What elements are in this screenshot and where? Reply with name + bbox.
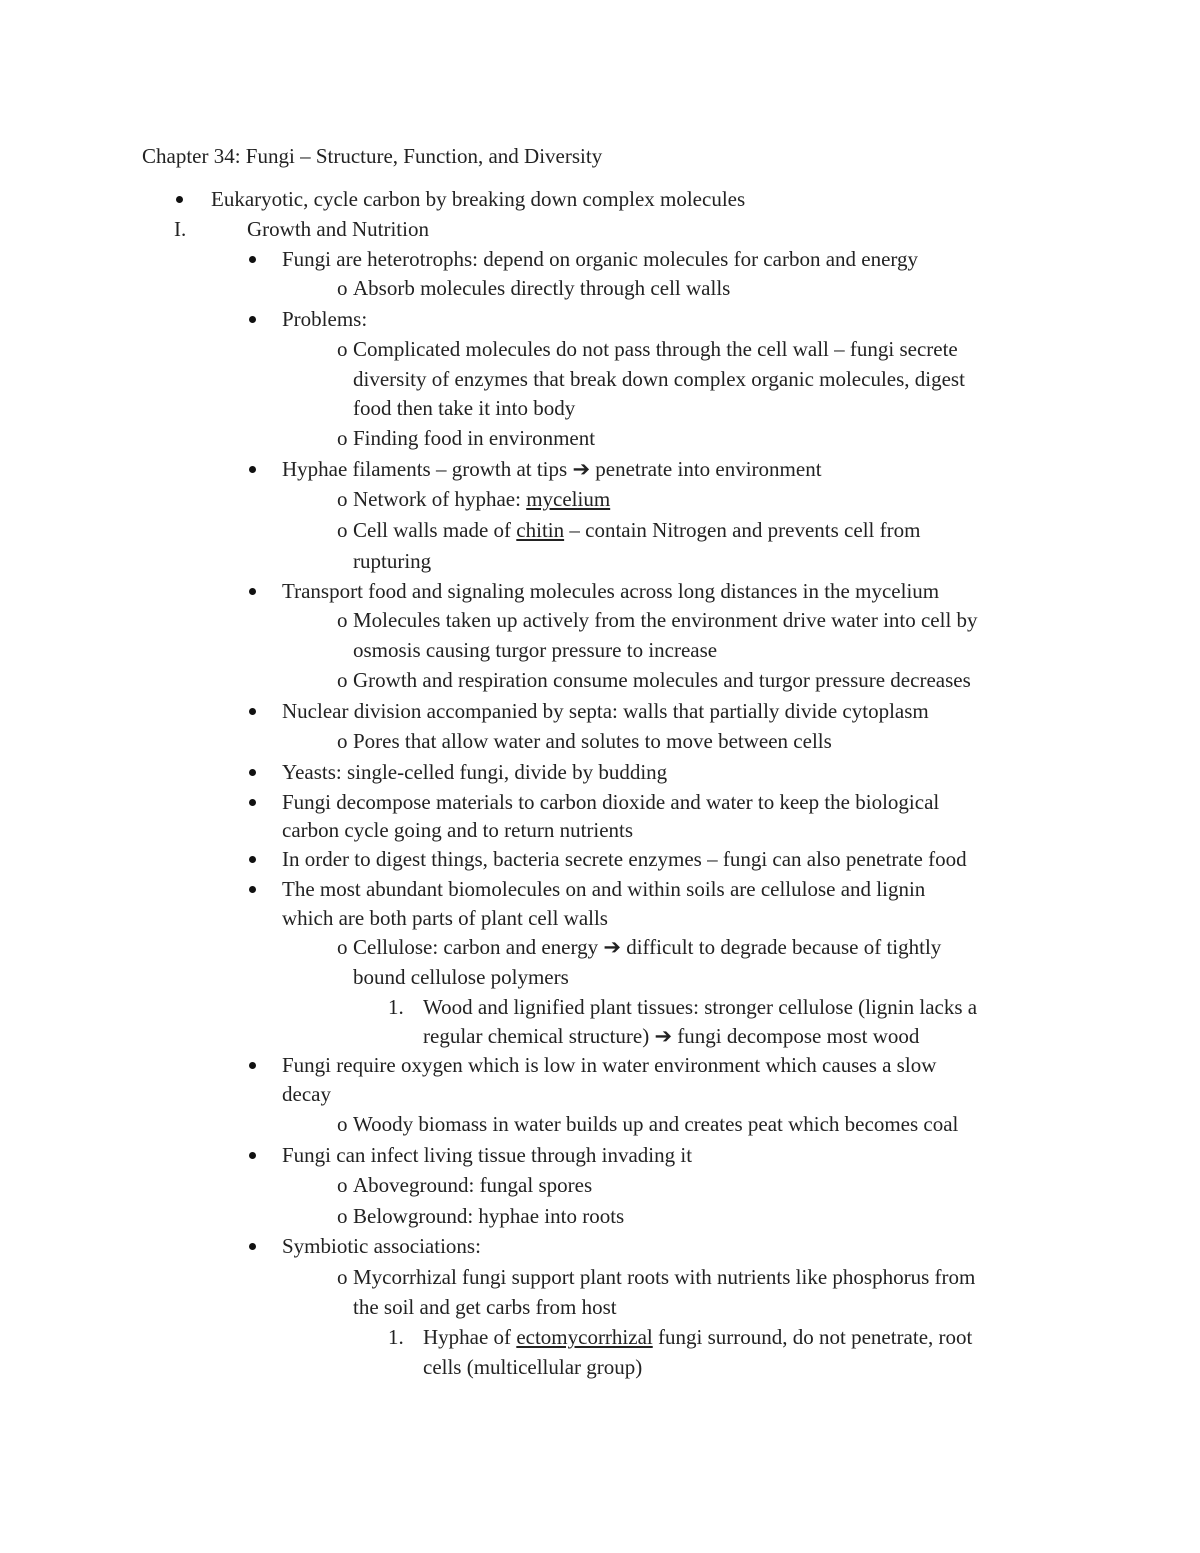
sub-bullet-marker: o [337,668,348,692]
underlined-term-mycelium: mycelium [526,487,611,511]
sub-bullet-marker: o [337,1173,348,1197]
bullet-text: Transport food and signaling molecules across long distances in the mycelium [282,579,940,603]
sub-bullet-text-continued: food then take it into body [353,396,576,420]
sub-bullet-text: Aboveground: fungal spores [353,1173,593,1197]
bullet-dot [176,196,183,203]
intro-bullet-text: Eukaryotic, cycle carbon by breaking down complex molecules [211,187,746,211]
bullet-dot [249,1062,256,1069]
numbered-item-marker: 1. [388,1325,404,1349]
section-number: I. [174,217,187,241]
sub-bullet-text: Growth and respiration consume molecules and turgor pressure decreases [353,668,971,692]
sub-bullet-marker: o [337,935,348,959]
sub-bullet-text: Cellulose: carbon and energy ➔ difficult to degrade because of tightly [353,935,942,959]
bullet-dot [249,256,256,263]
numbered-item-text-continued: regular chemical structure) ➔ fungi decompose most wood [423,1024,920,1048]
sub-bullet-text: Molecules taken up actively from the environment drive water into cell by [353,608,978,632]
numbered-item-marker: 1. [388,995,404,1019]
bullet-dot [249,316,256,323]
bullet-dot [249,588,256,595]
sub-bullet-marker: o [337,518,348,542]
sub-bullet-marker: o [337,487,348,511]
bullet-dot [249,886,256,893]
text-run: fungi surround, do not penetrate, root [652,1325,973,1349]
bullet-dot [249,708,256,715]
sub-bullet-marker: o [337,608,348,632]
bullet-text-continued: which are both parts of plant cell walls [282,906,608,930]
sub-bullet-text-continued: the soil and get carbs from host [353,1295,617,1319]
underlined-term-ectomycorrhizal: ectomycorrhizal [516,1325,653,1349]
sub-bullet-marker: o [337,1112,348,1136]
chapter-title: Chapter 34: Fungi – Structure, Function, and Diversity [142,144,603,168]
bullet-text: Fungi can infect living tissue through invading it [282,1143,693,1167]
numbered-item-text-continued: cells (multicellular group) [423,1355,643,1379]
text-run: Cell walls made of [353,518,517,542]
underlined-term-chitin: chitin [516,518,565,542]
bullet-text: Symbiotic associations: [282,1234,481,1258]
sub-bullet-text [353,489,610,510]
sub-bullet-marker: o [337,1204,348,1228]
bullet-dot [249,799,256,806]
sub-bullet-marker: o [337,1265,348,1289]
bullet-text: Yeasts: single-celled fungi, divide by budding [282,760,668,784]
sub-bullet-text: Woody biomass in water builds up and creates peat which becomes coal [353,1112,959,1136]
bullet-dot [249,856,256,863]
text-run: – contain Nitrogen and prevents cell from [564,518,921,542]
bullet-dot [249,1152,256,1159]
sub-bullet-text-continued: diversity of enzymes that break down complex organic molecules, digest [353,367,965,391]
sub-bullet-text: Pores that allow water and solutes to move between cells [353,729,832,753]
bullet-text: Fungi decompose materials to carbon dioxide and water to keep the biological [282,790,940,814]
sub-bullet-text: Mycorrhizal fungi support plant roots with nutrients like phosphorus from [353,1265,976,1289]
sub-bullet-marker: o [337,729,348,753]
bullet-text: Fungi require oxygen which is low in water environment which causes a slow [282,1053,937,1077]
text-run: Network of hyphae: [353,487,527,511]
sub-bullet-text: Complicated molecules do not pass through the cell wall – fungi secrete [353,337,958,361]
sub-bullet-text [353,520,920,541]
sub-bullet-text: Absorb molecules directly through cell walls [353,276,731,300]
text-run: Hyphae of [423,1325,517,1349]
bullet-text-continued: decay [282,1082,331,1106]
numbered-item-text: Wood and lignified plant tissues: stronger cellulose (lignin lacks a [423,995,978,1019]
bullet-dot [249,466,256,473]
sub-bullet-marker: o [337,276,348,300]
bullet-text: Nuclear division accompanied by septa: walls that partially divide cytoplasm [282,699,929,723]
bullet-text-continued: carbon cycle going and to return nutrients [282,818,634,842]
sub-bullet-marker: o [337,426,348,450]
bullet-dot [249,769,256,776]
sub-bullet-text-continued: osmosis causing turgor pressure to increase [353,638,718,662]
bullet-text: The most abundant biomolecules on and within soils are cellulose and lignin [282,877,926,901]
sub-bullet-marker: o [337,337,348,361]
sub-bullet-text-continued: rupturing [353,549,432,573]
section-heading: Growth and Nutrition [247,217,429,241]
bullet-text: Fungi are heterotrophs: depend on organic molecules for carbon and energy [282,247,919,271]
bullet-dot [249,1243,256,1250]
bullet-text: In order to digest things, bacteria secrete enzymes – fungi can also penetrate food [282,847,967,871]
sub-bullet-text: Belowground: hyphae into roots [353,1204,625,1228]
numbered-item-text [423,1327,972,1348]
sub-bullet-text-continued: bound cellulose polymers [353,965,569,989]
sub-bullet-text: Finding food in environment [353,426,596,450]
bullet-text: Hyphae filaments – growth at tips ➔ penetrate into environment [282,457,822,481]
bullet-text: Problems: [282,307,368,331]
